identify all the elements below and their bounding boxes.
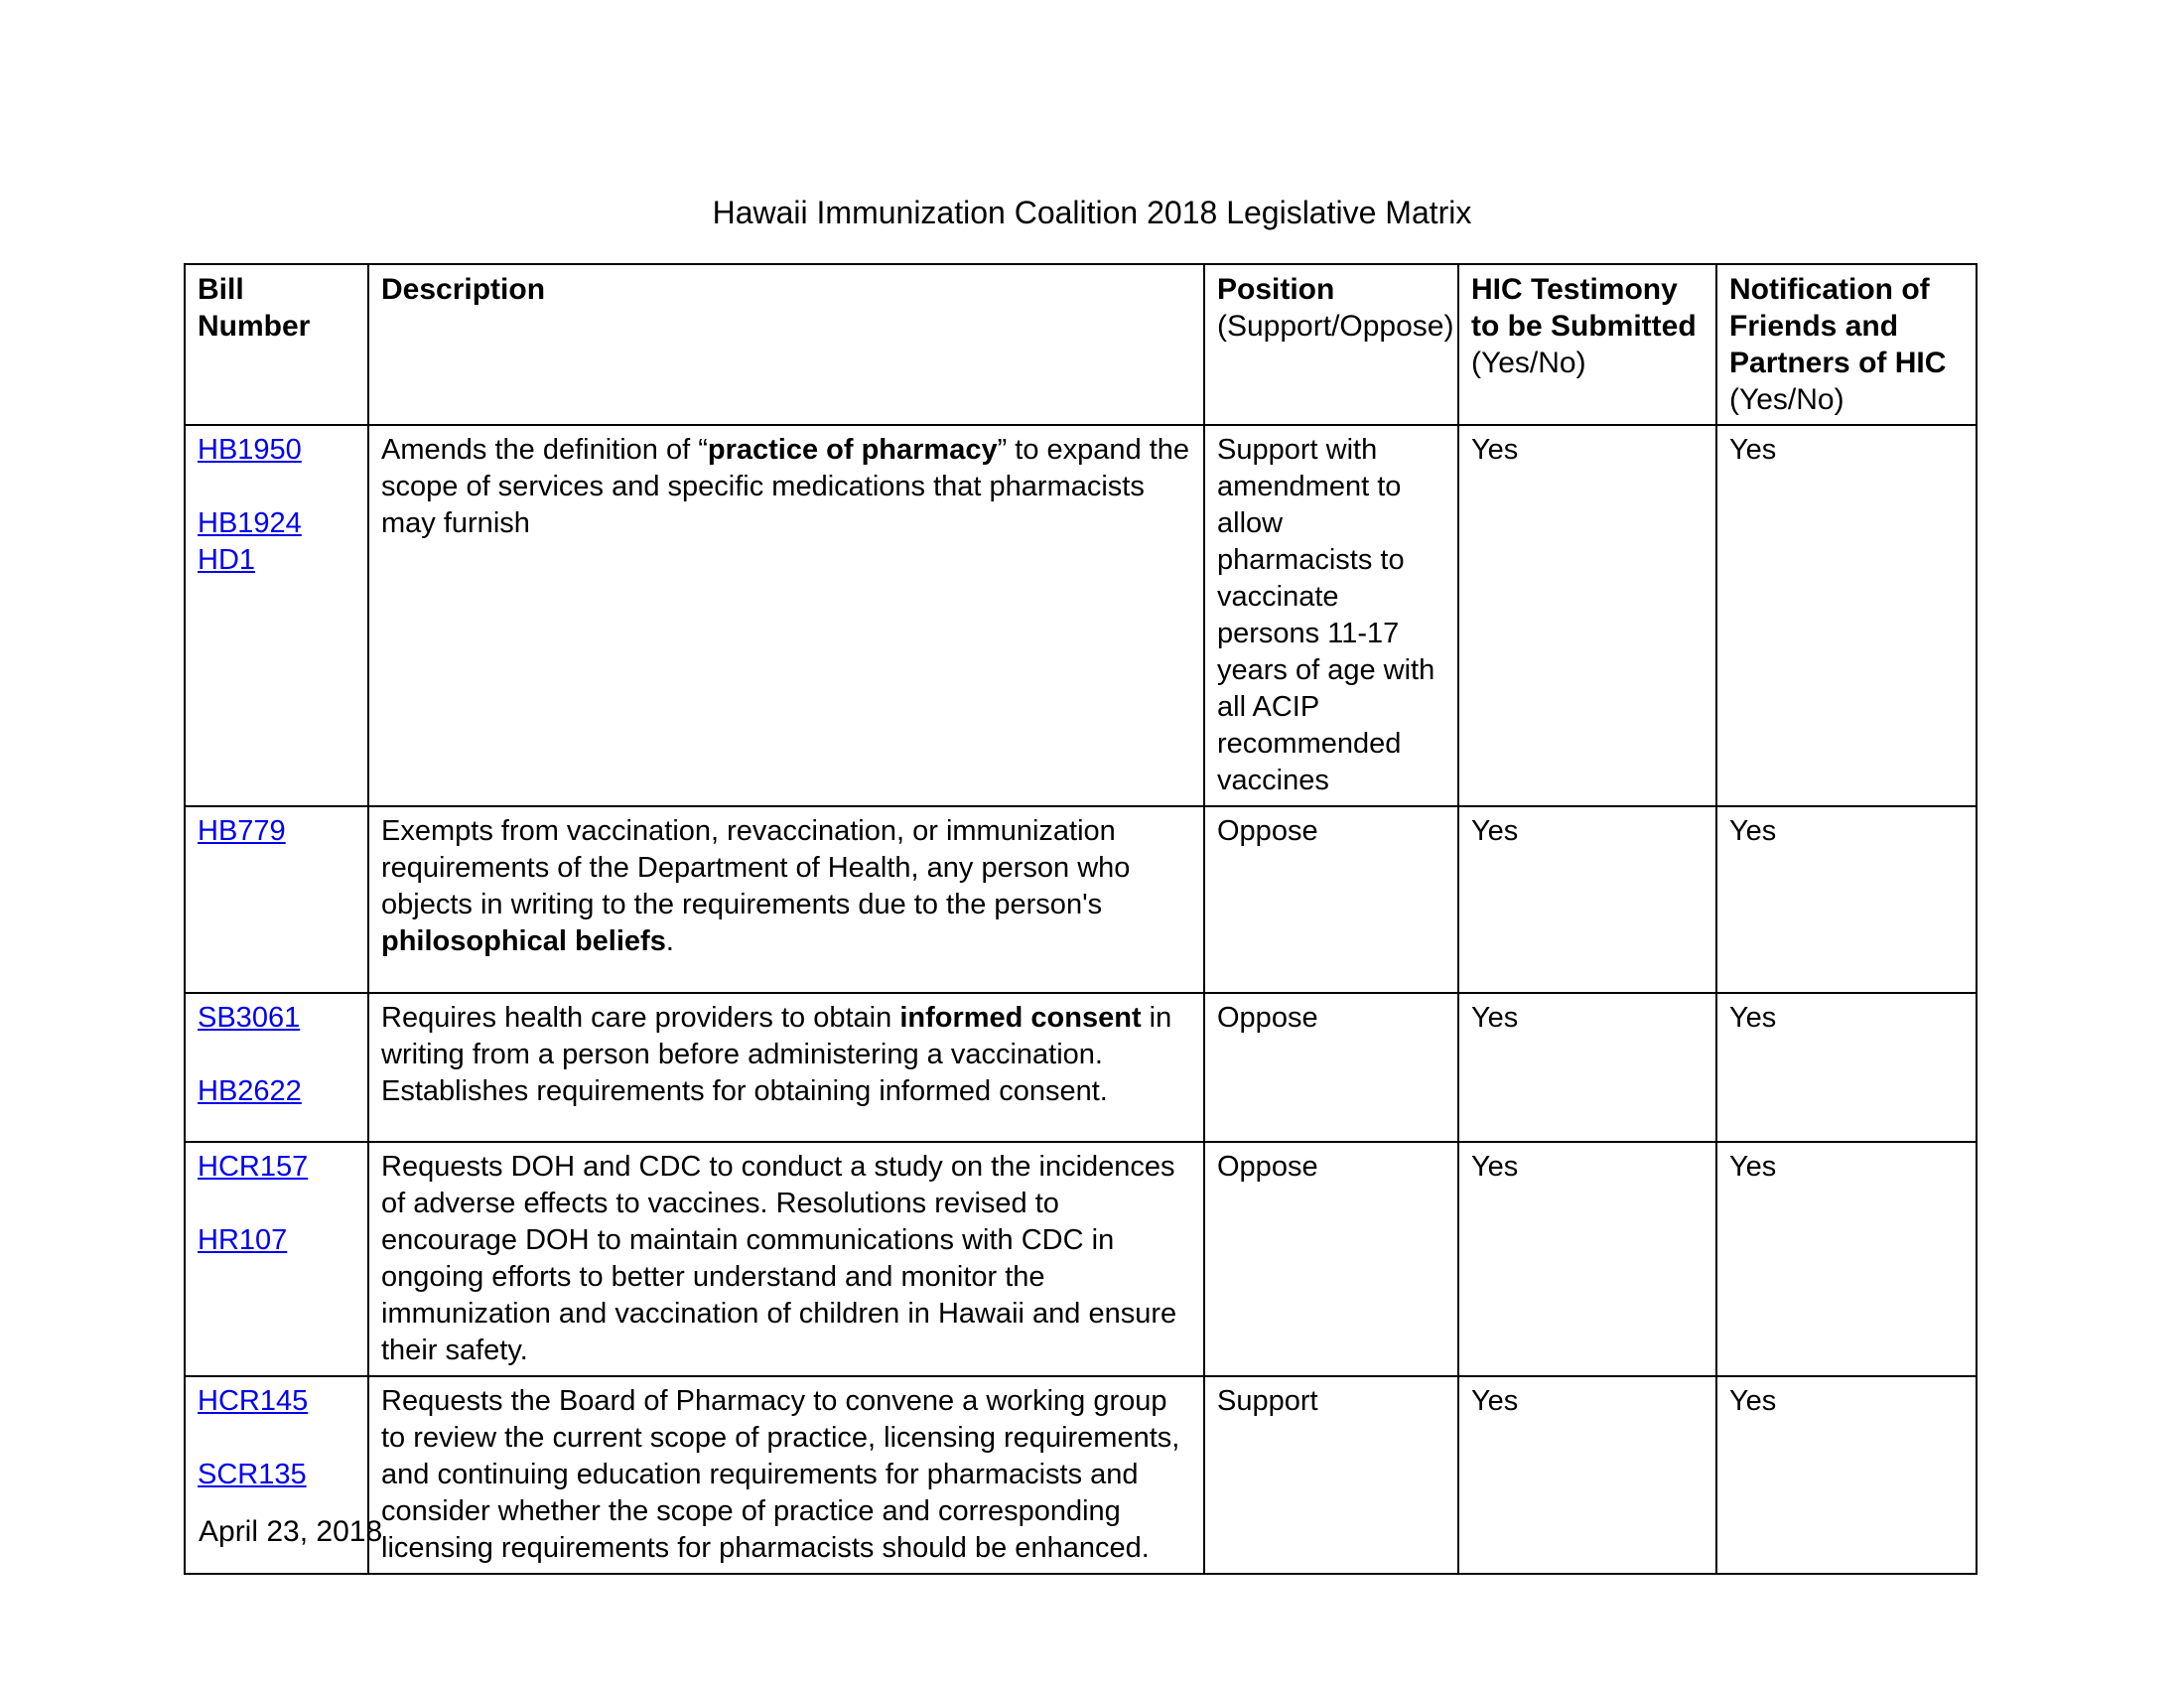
bill-link-hb2622[interactable]: HB2622 <box>198 1075 302 1107</box>
table-row <box>185 1142 1977 1376</box>
bill-link-hb779[interactable]: HB779 <box>198 815 286 847</box>
description-text: Requests the Board of Pharmacy to convene a working group to review the current scope of practice, licensing requirements, and continuing education requirements for pharmacists and consider whether the scope of practice and corresponding licensing requirements for pharmacists should be enhanced. <box>381 1385 1180 1564</box>
column-header-notification <box>1716 264 1977 425</box>
description-bold-text: philosophical beliefs <box>381 925 666 957</box>
column-header-hic <box>1458 264 1716 425</box>
column-header-title: Bill Number <box>198 273 311 343</box>
notification-cell: Yes <box>1716 1142 1977 1376</box>
bill-link-hcr157[interactable]: HCR157 <box>198 1151 309 1183</box>
position-cell: Oppose <box>1204 806 1458 993</box>
table-body <box>185 425 1977 1574</box>
position-cell: Support with amendment to allow pharmacists to vaccinate persons 11-17 years of age with all ACIP recommended vaccines <box>1204 425 1458 806</box>
hic-testimony-cell: Yes <box>1458 1142 1716 1376</box>
bill-number-cell <box>185 1142 368 1376</box>
bill-link-scr135[interactable]: SCR135 <box>198 1459 307 1490</box>
bill-link-sb3061[interactable]: SB3061 <box>198 1002 301 1034</box>
notification-cell: Yes <box>1716 993 1977 1142</box>
description-cell <box>368 806 1204 993</box>
column-header-position <box>1204 264 1458 425</box>
position-cell: Support <box>1204 1376 1458 1574</box>
position-cell: Oppose <box>1204 1142 1458 1376</box>
description-bold-text: informed consent <box>899 1002 1142 1034</box>
description-text: Amends the definition of “ <box>381 434 708 466</box>
description-text: ” to expand the scope of services and specific medications that pharmacists may furnish <box>381 434 1190 539</box>
description-cell <box>368 1142 1204 1376</box>
column-header-title: Position <box>1217 273 1335 306</box>
column-header-subtitle: (Yes/No) <box>1471 347 1586 379</box>
column-header-bill <box>185 264 368 425</box>
description-cell <box>368 1376 1204 1574</box>
notification-cell: Yes <box>1716 806 1977 993</box>
table-row <box>185 806 1977 993</box>
description-cell <box>368 425 1204 806</box>
bill-link-hb1950[interactable]: HB1950 <box>198 434 302 466</box>
table-row <box>185 425 1977 806</box>
column-header-title: HIC Testimony to be Submitted <box>1471 273 1697 343</box>
notification-cell: Yes <box>1716 1376 1977 1574</box>
bill-spacer <box>198 1037 355 1073</box>
hic-testimony-cell: Yes <box>1458 1376 1716 1574</box>
table-row <box>185 993 1977 1142</box>
column-header-title: Notification of Friends and Partners of HIC <box>1729 273 1947 379</box>
description-cell <box>368 993 1204 1142</box>
bill-spacer <box>198 1420 355 1457</box>
hic-testimony-cell: Yes <box>1458 806 1716 993</box>
table-header-row <box>185 264 1977 425</box>
column-header-subtitle: (Support/Oppose) <box>1217 310 1454 343</box>
description-text: Requests DOH and CDC to conduct a study on the incidences of adverse effects to vaccines. Resolutions revised to encourage DOH to maintain communications with CDC in ongoing efforts to better understand and monitor the immunization and vaccination of children in Hawaii and ensure their safety. <box>381 1151 1177 1366</box>
table-header <box>185 264 1977 425</box>
bill-link-hcr145[interactable]: HCR145 <box>198 1385 309 1417</box>
bill-number-cell <box>185 806 368 993</box>
column-header-title: Description <box>381 273 546 306</box>
legislative-matrix-table <box>184 263 1978 1575</box>
table-row <box>185 1376 1977 1574</box>
bill-link-hr107[interactable]: HR107 <box>198 1224 288 1256</box>
bill-number-cell <box>185 993 368 1142</box>
hic-testimony-cell: Yes <box>1458 425 1716 806</box>
notification-cell: Yes <box>1716 425 1977 806</box>
column-header-description <box>368 264 1204 425</box>
document-date: April 23, 2018 <box>199 1515 383 1548</box>
bill-link-hb1924[interactable]: HB1924 <box>198 507 302 539</box>
description-bold-text: practice of pharmacy <box>707 434 998 466</box>
position-cell: Oppose <box>1204 993 1458 1142</box>
hic-testimony-cell: Yes <box>1458 993 1716 1142</box>
description-text: Requires health care providers to obtain <box>381 1002 900 1034</box>
page-title: Hawaii Immunization Coalition 2018 Legislative Matrix <box>712 195 1472 230</box>
bill-link-hd1[interactable]: HD1 <box>198 544 256 576</box>
description-text: in writing from a person before administering a vaccination. Establishes requirements for obtaining informed consent. <box>381 1002 1172 1107</box>
bill-spacer <box>198 1186 355 1222</box>
bill-spacer <box>198 469 355 505</box>
description-text: . <box>665 925 674 957</box>
description-text: Exempts from vaccination, revaccination, or immunization requirements of the Department of Health, any person who objects in writing to the requirements due to the person's <box>381 815 1131 920</box>
column-header-subtitle: (Yes/No) <box>1729 383 1844 416</box>
bill-number-cell <box>185 425 368 806</box>
